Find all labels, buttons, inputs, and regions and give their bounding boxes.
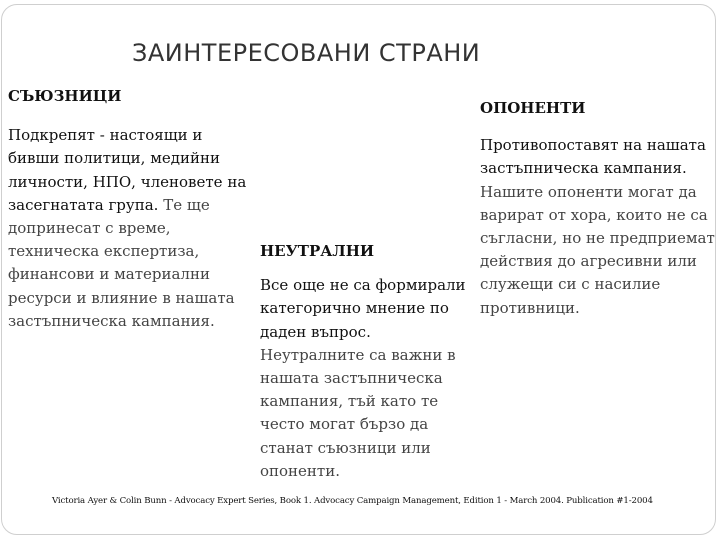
- allies-text-detail: Те ще допринесат с време, техническа експертиза, финансови и материални ресурси и влияние в нашата застъпническа кампания.: [8, 195, 235, 330]
- opponents-text-detail: Нашите опоненти могат да варират от хора, които не са съгласни, но не предприемат действия до агресивни или служещи си с насилие противници.: [480, 182, 715, 317]
- slide-title: ЗАИНТЕРЕСОВАНИ СТРАНИ: [132, 39, 481, 67]
- neutral-heading: НЕУТРАЛНИ: [260, 242, 375, 260]
- neutral-column: [260, 240, 475, 483]
- allies-text-main: Подкрепят - настоящи и бивши политици, медийни личности, НПО, членовете на засегнатата група.: [8, 126, 247, 214]
- slide: [1, 4, 716, 535]
- opponents-text: [480, 134, 720, 320]
- allies-column: [8, 85, 256, 333]
- opponents-heading: ОПОНЕНТИ: [480, 99, 586, 117]
- allies-heading: СЪЮЗНИЦИ: [8, 87, 122, 105]
- neutral-text-main: Все още не са формирали категорично мнение по даден въпрос.: [260, 276, 466, 341]
- neutral-text: [260, 274, 475, 483]
- allies-text: [8, 124, 256, 333]
- source-citation: Victoria Ayer & Colin Bunn - Advocacy Expert Series, Book 1. Advocacy Campaign Management, Edition 1 - March 2004. Publication #1-2004: [52, 496, 653, 506]
- opponents-column: [480, 97, 720, 320]
- neutral-text-detail: Неутралните са важни в нашата застъпническа кампания, тъй като те често могат бързо да станат съюзници или опоненти.: [260, 345, 456, 480]
- opponents-text-main: Противопоставят на нашата застъпническа кампания.: [480, 136, 706, 178]
